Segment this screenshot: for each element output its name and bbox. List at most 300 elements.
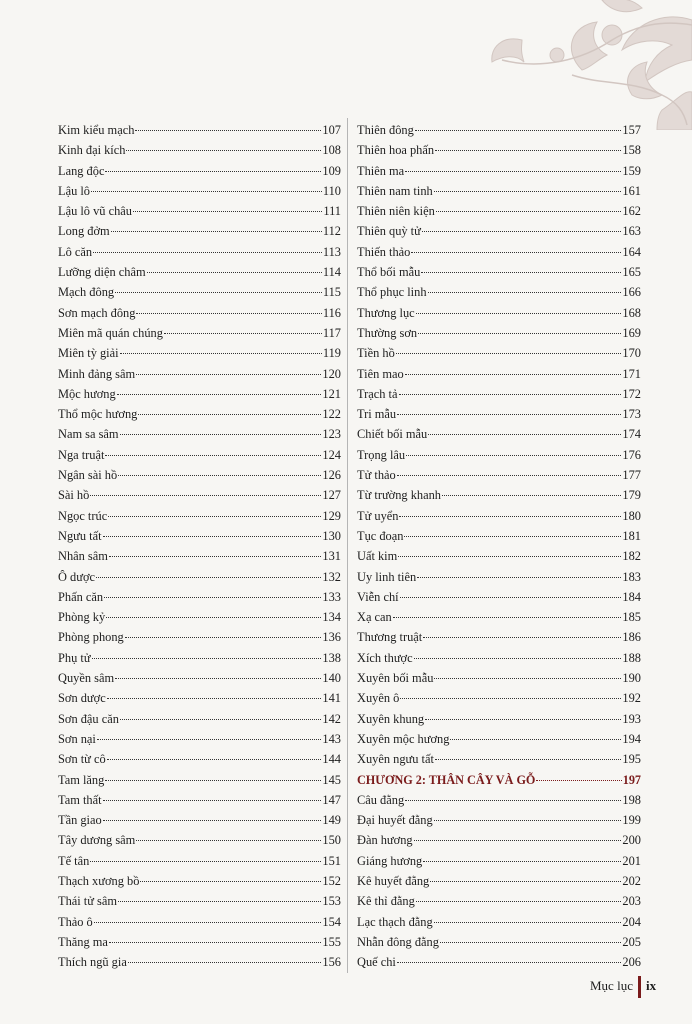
dot-leader xyxy=(104,597,321,598)
entry-page-number: 182 xyxy=(622,549,641,564)
toc-entry xyxy=(357,120,641,140)
entry-title: Lậu lô xyxy=(58,183,90,198)
entry-title: Lưỡng diện châm xyxy=(58,265,146,280)
entry-page-number: 177 xyxy=(622,468,641,483)
entry-page-number: 142 xyxy=(322,711,341,726)
entry-page-number: 154 xyxy=(322,914,341,929)
entry-page-number: 195 xyxy=(622,752,641,767)
entry-page-number: 131 xyxy=(322,549,341,564)
dot-leader xyxy=(423,861,621,862)
toc-entry xyxy=(357,323,641,343)
toc-entry xyxy=(357,343,641,363)
toc-entry xyxy=(58,485,341,505)
toc-entry xyxy=(357,465,641,485)
entry-page-number: 204 xyxy=(622,914,641,929)
toc-entry xyxy=(58,952,341,972)
footer-section-label: Mục lục xyxy=(590,978,633,993)
toc-entry xyxy=(58,668,341,688)
toc-right-column xyxy=(357,120,641,972)
toc-entry xyxy=(58,810,341,830)
entry-page-number: 201 xyxy=(622,853,641,868)
entry-title: Xuyên ngưu tất xyxy=(357,752,434,767)
entry-page-number: 143 xyxy=(322,731,341,746)
entry-title: Phụ tử xyxy=(58,650,91,665)
dot-leader xyxy=(105,171,321,172)
toc-entry xyxy=(58,709,341,729)
dot-leader xyxy=(107,698,322,699)
entry-title: Chiết bối mẫu xyxy=(357,427,428,442)
entry-page-number: 202 xyxy=(622,873,641,888)
entry-title: Thạch xương bồ xyxy=(58,873,140,888)
toc-entry xyxy=(58,546,341,566)
entry-page-number: 192 xyxy=(622,691,641,706)
toc-entry xyxy=(58,303,341,323)
entry-title: Xích thược xyxy=(357,650,413,665)
toc-entry xyxy=(357,688,641,708)
page-footer xyxy=(0,974,692,1004)
toc-entry xyxy=(357,364,641,384)
entry-title: Thiên đông xyxy=(357,123,414,137)
entry-page-number: 161 xyxy=(622,183,641,198)
entry-page-number: 153 xyxy=(322,894,341,909)
dot-leader xyxy=(416,313,622,314)
entry-page-number: 199 xyxy=(622,813,641,828)
entry-page-number: 129 xyxy=(322,508,341,523)
entry-title: Trạch tả xyxy=(357,386,398,401)
toc-left-column xyxy=(58,120,341,972)
entry-title: Ô dược xyxy=(58,569,96,584)
entry-page-number: 163 xyxy=(622,224,641,239)
dot-leader xyxy=(423,637,621,638)
entry-page-number: 185 xyxy=(622,610,641,625)
entry-page-number: 150 xyxy=(322,833,341,848)
entry-title: Thổ phục linh xyxy=(357,285,427,300)
entry-page-number: 147 xyxy=(322,792,341,807)
entry-page-number: 176 xyxy=(622,447,641,462)
toc-entry xyxy=(58,891,341,911)
dot-leader xyxy=(428,292,622,293)
entry-title: Tử uyển xyxy=(357,508,399,523)
dot-leader xyxy=(434,678,621,679)
dot-leader xyxy=(450,739,621,740)
entry-page-number: 155 xyxy=(322,934,341,949)
toc-entry xyxy=(357,221,641,241)
entry-title: Kê thỉ đằng xyxy=(357,894,415,909)
entry-page-number: 108 xyxy=(322,143,341,158)
entry-page-number: 134 xyxy=(322,610,341,625)
dot-leader xyxy=(140,881,321,882)
entry-title: Xuyên mộc hương xyxy=(357,731,450,746)
entry-title: Ngưu tất xyxy=(58,528,102,543)
dot-leader xyxy=(90,861,321,862)
toc-entry xyxy=(357,607,641,627)
dot-leader xyxy=(135,130,321,131)
entry-title: Tế tân xyxy=(58,853,90,868)
toc-entry xyxy=(357,871,641,891)
toc-entry xyxy=(357,485,641,505)
toc-entry xyxy=(357,587,641,607)
entry-title: Lang độc xyxy=(58,163,105,178)
entry-page-number: 194 xyxy=(622,731,641,746)
entry-page-number: 119 xyxy=(322,346,341,361)
toc-entry xyxy=(357,627,641,647)
entry-page-number: 156 xyxy=(322,955,341,970)
entry-title: Sài hồ xyxy=(58,488,90,503)
entry-page-number: 197 xyxy=(622,772,641,787)
toc-entry xyxy=(58,364,341,384)
entry-title: Từ trường khanh xyxy=(357,488,441,503)
footer-page-number: ix xyxy=(646,978,657,993)
toc-entry xyxy=(58,851,341,871)
entry-title: Thổ bối mẫu xyxy=(357,265,421,280)
entry-title: Xuyên khung xyxy=(357,711,425,726)
dot-leader xyxy=(97,739,322,740)
entry-title: Nhẫn đông đằng xyxy=(357,934,439,949)
dot-leader xyxy=(400,698,621,699)
entry-title: Sơn mạch đông xyxy=(58,305,136,320)
toc-entry xyxy=(357,912,641,932)
entry-page-number: 184 xyxy=(622,589,641,604)
dot-leader xyxy=(405,800,621,801)
entry-page-number: 140 xyxy=(322,671,341,686)
entry-page-number: 164 xyxy=(622,244,641,259)
entry-title: Xuyên ô xyxy=(357,691,400,706)
entry-title: Đàn hương xyxy=(357,833,413,848)
entry-page-number: 159 xyxy=(622,163,641,178)
entry-page-number: 180 xyxy=(622,508,641,523)
entry-page-number: 174 xyxy=(622,427,641,442)
entry-page-number: 158 xyxy=(622,143,641,158)
dot-leader xyxy=(108,516,321,517)
entry-page-number: 157 xyxy=(622,123,641,137)
dot-leader xyxy=(399,516,621,517)
dot-leader xyxy=(415,130,622,131)
dot-leader xyxy=(126,150,321,151)
toc-entry xyxy=(58,424,341,444)
entry-title: Tục đoạn xyxy=(357,528,404,543)
entry-page-number: 123 xyxy=(322,427,341,442)
entry-page-number: 173 xyxy=(622,407,641,422)
dot-leader xyxy=(128,962,322,963)
dot-leader xyxy=(115,292,322,293)
dot-leader xyxy=(416,901,622,902)
dot-leader xyxy=(115,678,321,679)
entry-page-number: 198 xyxy=(622,792,641,807)
entry-title: Lậu lô vũ châu xyxy=(58,204,132,219)
dot-leader xyxy=(91,191,322,192)
dot-leader xyxy=(435,759,621,760)
dot-leader xyxy=(94,922,322,923)
entry-title: Thăng ma xyxy=(58,934,108,949)
toc-entry xyxy=(58,282,341,302)
dot-leader xyxy=(138,414,321,415)
entry-page-number: 179 xyxy=(622,488,641,503)
dot-leader xyxy=(90,495,321,496)
toc-entry xyxy=(357,404,641,424)
entry-title: Viễn chí xyxy=(357,589,399,604)
toc-entry xyxy=(58,465,341,485)
toc-entry xyxy=(58,607,341,627)
toc-entry xyxy=(58,526,341,546)
toc-entry xyxy=(58,201,341,221)
entry-title: Thương truật xyxy=(357,630,423,645)
entry-title: Tam lăng xyxy=(58,772,105,787)
dot-leader xyxy=(136,374,321,375)
entry-title: Thích ngũ gia xyxy=(58,955,127,970)
entry-title: Phấn căn xyxy=(58,589,104,604)
dot-leader xyxy=(411,252,621,253)
toc-entry xyxy=(357,952,641,972)
entry-page-number: 186 xyxy=(622,630,641,645)
toc-entry xyxy=(58,729,341,749)
dot-leader xyxy=(103,820,322,821)
dot-leader xyxy=(421,272,621,273)
column-divider xyxy=(347,118,348,973)
entry-page-number: 152 xyxy=(322,873,341,888)
entry-page-number: 112 xyxy=(322,224,341,239)
entry-page-number: 126 xyxy=(322,468,341,483)
entry-page-number: 149 xyxy=(322,813,341,828)
entry-title: Kinh đại kích xyxy=(58,143,126,158)
entry-title: Giáng hương xyxy=(357,853,423,868)
toc-entry xyxy=(357,161,641,181)
toc-entry xyxy=(58,262,341,282)
dot-leader xyxy=(435,150,621,151)
dot-leader xyxy=(425,719,621,720)
entry-title: Thiên hoa phấn xyxy=(357,143,435,158)
entry-title: Câu đằng xyxy=(357,792,405,807)
entry-page-number: 200 xyxy=(622,833,641,848)
toc-entry xyxy=(58,688,341,708)
toc-entry xyxy=(357,445,641,465)
dot-leader xyxy=(397,962,622,963)
entry-title: Miên tỳ giải xyxy=(58,346,119,361)
entry-title: Tần giao xyxy=(58,813,102,828)
entry-title: Tam thất xyxy=(58,792,102,807)
entry-title: Thiên nam tinh xyxy=(357,183,433,198)
entry-page-number: 124 xyxy=(322,447,341,462)
dot-leader xyxy=(434,922,622,923)
dot-leader xyxy=(404,536,621,537)
entry-title: Quyền sâm xyxy=(58,671,115,686)
entry-title: Phòng kỷ xyxy=(58,610,106,625)
dot-leader xyxy=(133,211,322,212)
toc-entry xyxy=(58,830,341,850)
dot-leader xyxy=(442,495,621,496)
entry-page-number: 109 xyxy=(322,163,341,178)
toc-entry xyxy=(357,709,641,729)
toc-entry xyxy=(58,749,341,769)
toc-entry xyxy=(357,424,641,444)
entry-title: Nhân sâm xyxy=(58,549,108,564)
entry-title: Quế chi xyxy=(357,955,396,970)
entry-title: Thiên ma xyxy=(357,163,405,178)
entry-page-number: 110 xyxy=(322,183,341,198)
dot-leader xyxy=(109,942,322,943)
entry-title: Nga truật xyxy=(58,447,105,462)
toc-entry xyxy=(58,648,341,668)
toc-entry xyxy=(357,242,641,262)
dot-leader xyxy=(120,719,321,720)
dot-leader xyxy=(111,231,322,232)
footer-accent-bar xyxy=(638,976,641,998)
entry-page-number: 113 xyxy=(322,244,341,259)
toc-entry xyxy=(357,891,641,911)
entry-page-number: 116 xyxy=(322,305,341,320)
entry-page-number: 166 xyxy=(622,285,641,300)
entry-page-number: 165 xyxy=(622,265,641,280)
entry-title: CHƯƠNG 2: THÂN CÂY VÀ GỖ xyxy=(357,772,536,787)
dot-leader xyxy=(405,374,622,375)
dot-leader xyxy=(418,333,621,334)
entry-page-number: 171 xyxy=(622,366,641,381)
entry-title: Miên mã quán chúng xyxy=(58,325,163,340)
entry-page-number: 168 xyxy=(622,305,641,320)
entry-page-number: 172 xyxy=(622,386,641,401)
entry-title: Phòng phong xyxy=(58,630,124,645)
dot-leader xyxy=(125,637,322,638)
entry-page-number: 145 xyxy=(322,772,341,787)
toc-entry xyxy=(58,384,341,404)
entry-page-number: 162 xyxy=(622,204,641,219)
entry-title: Sơn dược xyxy=(58,691,106,706)
toc-entry xyxy=(357,303,641,323)
dot-leader xyxy=(422,231,622,232)
entry-title: Thảo ô xyxy=(58,914,93,929)
entry-page-number: 117 xyxy=(322,325,341,340)
toc-entry xyxy=(357,140,641,160)
dot-leader xyxy=(397,475,622,476)
dot-leader xyxy=(397,414,621,415)
entry-title: Xạ can xyxy=(357,610,392,625)
entry-title: Nam sa sâm xyxy=(58,427,119,442)
dot-leader xyxy=(93,252,322,253)
entry-title: Thiên niên kiện xyxy=(357,204,435,219)
toc-entry xyxy=(58,140,341,160)
toc-entry xyxy=(357,506,641,526)
dot-leader xyxy=(430,881,621,882)
chapter-heading xyxy=(357,770,641,790)
entry-title: Ngọc trúc xyxy=(58,508,108,523)
entry-page-number: 183 xyxy=(622,569,641,584)
toc-entry xyxy=(58,567,341,587)
toc-entry xyxy=(357,546,641,566)
entry-title: Lạc thạch đằng xyxy=(357,914,433,929)
entry-page-number: 111 xyxy=(323,204,341,219)
entry-title: Trọng lâu xyxy=(357,447,406,462)
dot-leader xyxy=(440,942,622,943)
dot-leader xyxy=(414,840,622,841)
toc-entry xyxy=(357,830,641,850)
entry-page-number: 138 xyxy=(322,650,341,665)
entry-title: Sơn đậu căn xyxy=(58,711,119,726)
dot-leader xyxy=(109,556,322,557)
entry-page-number: 115 xyxy=(322,285,341,300)
toc-entry xyxy=(357,201,641,221)
entry-title: Sơn từ cô xyxy=(58,752,106,767)
dot-leader xyxy=(105,455,321,456)
toc-entry xyxy=(357,851,641,871)
entry-page-number: 190 xyxy=(622,671,641,686)
toc-entry xyxy=(357,648,641,668)
entry-title: Minh đảng sâm xyxy=(58,366,136,381)
dot-leader xyxy=(120,434,322,435)
toc-entry xyxy=(58,221,341,241)
entry-page-number: 122 xyxy=(322,407,341,422)
toc-entry xyxy=(357,749,641,769)
entry-title: Kim kiểu mạch xyxy=(58,123,135,137)
toc-entry xyxy=(58,912,341,932)
entry-title: Uất kim xyxy=(357,549,398,564)
dot-leader xyxy=(103,800,322,801)
entry-title: Tri mẫu xyxy=(357,407,397,422)
entry-page-number: 193 xyxy=(622,711,641,726)
floral-ornament xyxy=(462,0,692,130)
dot-leader xyxy=(399,394,622,395)
entry-page-number: 169 xyxy=(622,325,641,340)
dot-leader xyxy=(393,617,622,618)
toc-entry xyxy=(357,729,641,749)
toc-entry xyxy=(357,567,641,587)
entry-title: Thương lục xyxy=(357,305,415,320)
toc-entry xyxy=(58,627,341,647)
toc-entry xyxy=(357,181,641,201)
entry-page-number: 205 xyxy=(622,934,641,949)
entry-page-number: 136 xyxy=(322,630,341,645)
entry-title: Kê huyết đằng xyxy=(357,873,430,888)
entry-page-number: 130 xyxy=(322,528,341,543)
entry-page-number: 133 xyxy=(322,589,341,604)
toc-entry xyxy=(357,526,641,546)
entry-title: Tử thảo xyxy=(357,468,396,483)
toc-entry xyxy=(58,323,341,343)
entry-page-number: 121 xyxy=(322,386,341,401)
toc-entry xyxy=(58,932,341,952)
entry-title: Sơn nại xyxy=(58,731,96,746)
entry-title: Xuyên bối mẫu xyxy=(357,671,434,686)
toc-entry xyxy=(58,161,341,181)
entry-title: Thổ mộc hương xyxy=(58,407,138,422)
toc-entry xyxy=(58,181,341,201)
dot-leader xyxy=(147,272,322,273)
dot-leader xyxy=(536,780,621,781)
dot-leader xyxy=(103,536,322,537)
dot-leader xyxy=(434,191,622,192)
entry-title: Thường sơn xyxy=(357,325,418,340)
dot-leader xyxy=(105,780,321,781)
dot-leader xyxy=(136,840,321,841)
dot-leader xyxy=(400,597,622,598)
dot-leader xyxy=(120,353,322,354)
entry-page-number: 132 xyxy=(322,569,341,584)
toc-entry xyxy=(58,242,341,262)
dot-leader xyxy=(398,556,621,557)
toc-entry xyxy=(58,120,341,140)
toc-entry xyxy=(58,790,341,810)
dot-leader xyxy=(117,394,322,395)
toc-entry xyxy=(357,790,641,810)
entry-title: Ngân sài hồ xyxy=(58,468,118,483)
entry-page-number: 170 xyxy=(622,346,641,361)
entry-title: Thái tử sâm xyxy=(58,894,118,909)
entry-title: Tiên mao xyxy=(357,366,404,381)
toc-entry xyxy=(357,810,641,830)
entry-page-number: 144 xyxy=(322,752,341,767)
toc-entry xyxy=(58,343,341,363)
dot-leader xyxy=(164,333,322,334)
entry-page-number: 141 xyxy=(322,691,341,706)
entry-page-number: 107 xyxy=(322,123,341,137)
